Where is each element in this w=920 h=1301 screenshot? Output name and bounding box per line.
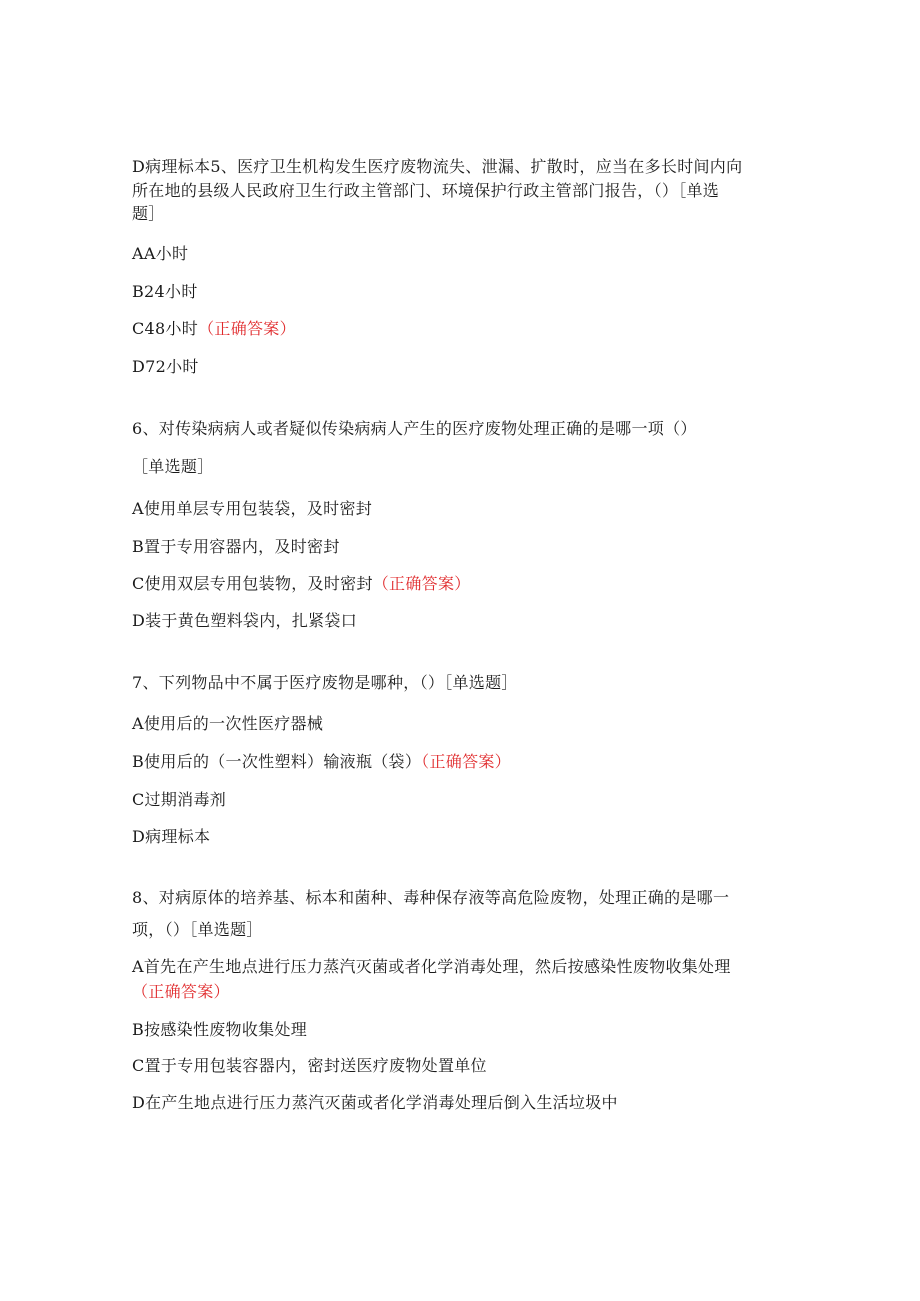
- q5-option-c: C48小时（正确答案）: [132, 319, 296, 338]
- question-5-line-1: D病理标本5、医疗卫生机构发生医疗废物流失、泄漏、扩散时，应当在多长时间内向: [132, 157, 743, 176]
- q6-option-a: A使用单层专用包装袋，及时密封: [132, 499, 373, 518]
- q5-option-d: D72小时: [132, 357, 199, 376]
- q8-option-d: D在产生地点进行压力蒸汽灭菌或者化学消毒处理后倒入生活垃圾中: [132, 1093, 618, 1112]
- q8-option-c: C置于专用包装容器内，密封送医疗废物处置单位: [132, 1056, 487, 1075]
- correct-answer-mark: （正确答案）: [132, 982, 230, 1001]
- q7-option-d: D病理标本: [132, 827, 211, 846]
- q6-option-b: B置于专用容器内，及时密封: [132, 537, 340, 556]
- q5-option-b: B24小时: [132, 282, 198, 301]
- question-6-line-2: ［单选题］: [132, 457, 214, 476]
- correct-answer-mark: （正确答案）: [421, 752, 511, 771]
- q8-option-a-continued: [132, 981, 230, 1003]
- question-8-line-1: 8、对病原体的培养基、标本和菌种、毒种保存液等高危险废物，处理正确的是哪一: [132, 888, 730, 907]
- question-8-line-2: 项，（）［单选题］: [132, 920, 263, 939]
- correct-answer-mark: （正确答案）: [372, 574, 471, 593]
- question-5-line-2: 所在地的县级人民政府卫生行政主管部门、环境保护行政主管部门报告，（）［单选: [132, 181, 720, 200]
- question-7: 7、下列物品中不属于医疗废物是哪种，（）［单选题］: [132, 673, 518, 692]
- question-6-line-1: 6、对传染病病人或者疑似传染病病人产生的医疗废物处理正确的是哪一项（）: [132, 419, 697, 438]
- q5-option-a: AA小时: [132, 244, 189, 263]
- q8-option-a: A首先在产生地点进行压力蒸汽灭菌或者化学消毒处理，然后按感染性废物收集处理: [132, 957, 731, 976]
- q8-option-b: B按感染性废物收集处理: [132, 1020, 308, 1039]
- q7-option-b: B使用后的（一次性塑料）输液瓶（袋）（正确答案）: [132, 752, 511, 771]
- q6-option-c: C使用双层专用包装物，及时密封（正确答案）: [132, 574, 471, 593]
- correct-answer-mark: （正确答案）: [198, 319, 296, 338]
- q6-option-d: D装于黄色塑料袋内，扎紧袋口: [132, 611, 358, 630]
- q7-option-c: C过期消毒剂: [132, 790, 227, 809]
- question-5-line-3: 题］: [132, 204, 165, 223]
- q7-option-a: A使用后的一次性医疗器械: [132, 714, 324, 733]
